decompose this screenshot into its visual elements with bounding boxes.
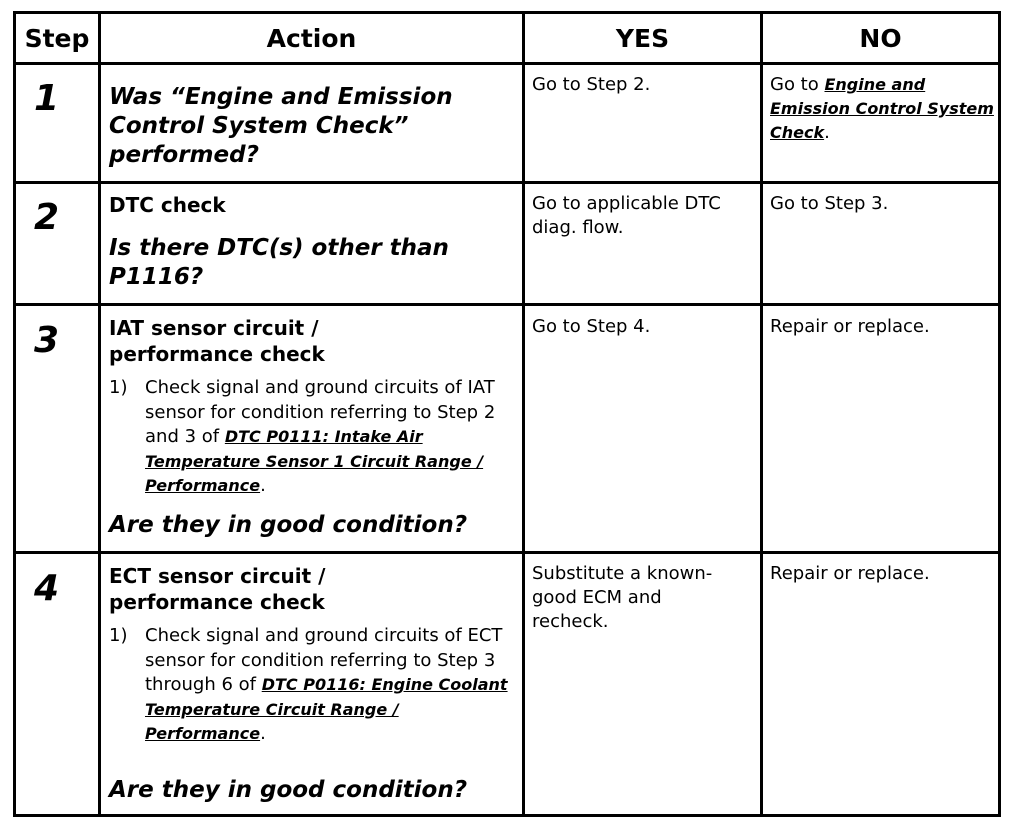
row4-question: Are they in good condition? — [109, 777, 468, 803]
row1-yes: Go to Step 2. — [532, 74, 651, 95]
row2-question: Is there DTC(s) other than P1116? — [109, 235, 449, 290]
row2-no: Go to Step 3. — [770, 193, 889, 214]
row4-no: Repair or replace. — [770, 563, 930, 584]
step-number-1: 1 — [34, 78, 60, 119]
row-divider-header — [16, 62, 998, 65]
row1-question: Was “Engine and Emission Control System Check” performed? — [109, 84, 453, 168]
row1-no-link[interactable]: Engine and Emission Control System Check — [770, 75, 994, 142]
row1-no — [770, 73, 995, 145]
row4-item-suffix: . — [260, 723, 266, 744]
diagnostic-table — [13, 11, 1001, 817]
row2-title: DTC check — [109, 193, 226, 217]
col-divider-action — [522, 14, 525, 814]
header-no: NO — [859, 23, 902, 53]
row3-title: IAT sensor circuit / performance check — [109, 316, 325, 366]
row1-no-prefix: Go to — [770, 74, 825, 95]
row4-item-body — [145, 624, 519, 747]
row4-item-link[interactable]: DTC P0116: Engine Coolant Temperature Circuit Range / Performance — [145, 675, 508, 743]
row3-list-item — [109, 376, 519, 506]
row3-no: Repair or replace. — [770, 316, 930, 337]
row3-item-number: 1) — [109, 377, 128, 398]
row3-item-link[interactable]: DTC P0111: Intake Air Temperature Sensor 1 Circuit Range / Performance — [145, 427, 484, 495]
col-divider-yes — [760, 14, 763, 814]
row3-item-suffix: . — [260, 475, 266, 496]
row1-no-suffix: . — [824, 122, 830, 143]
step-number-4: 4 — [34, 568, 60, 609]
row4-item-text: Check signal and ground circuits of ECT sensor for condition referring to Step 3 through 6 of — [145, 625, 503, 695]
row-divider-1 — [16, 181, 998, 184]
row2-yes: Go to applicable DTC diag. flow. — [532, 193, 721, 238]
row-divider-3 — [16, 551, 998, 554]
header-step: Step — [24, 23, 90, 53]
row3-item-body — [145, 376, 519, 499]
col-divider-step — [98, 14, 101, 814]
row4-yes: Substitute a known-good ECM and recheck. — [532, 563, 713, 632]
header-yes: YES — [615, 23, 670, 53]
row-divider-2 — [16, 303, 998, 306]
row4-list-item — [109, 624, 519, 754]
row3-question: Are they in good condition? — [109, 512, 468, 538]
row3-item-text: Check signal and ground circuits of IAT sensor for condition referring to Step 2 and 3 of — [145, 377, 496, 447]
header-action: Action — [266, 23, 357, 53]
row4-title: ECT sensor circuit / performance check — [109, 564, 326, 614]
step-number-2: 2 — [34, 197, 60, 238]
step-number-3: 3 — [34, 320, 60, 361]
row3-yes: Go to Step 4. — [532, 316, 651, 337]
row4-item-number: 1) — [109, 625, 128, 646]
